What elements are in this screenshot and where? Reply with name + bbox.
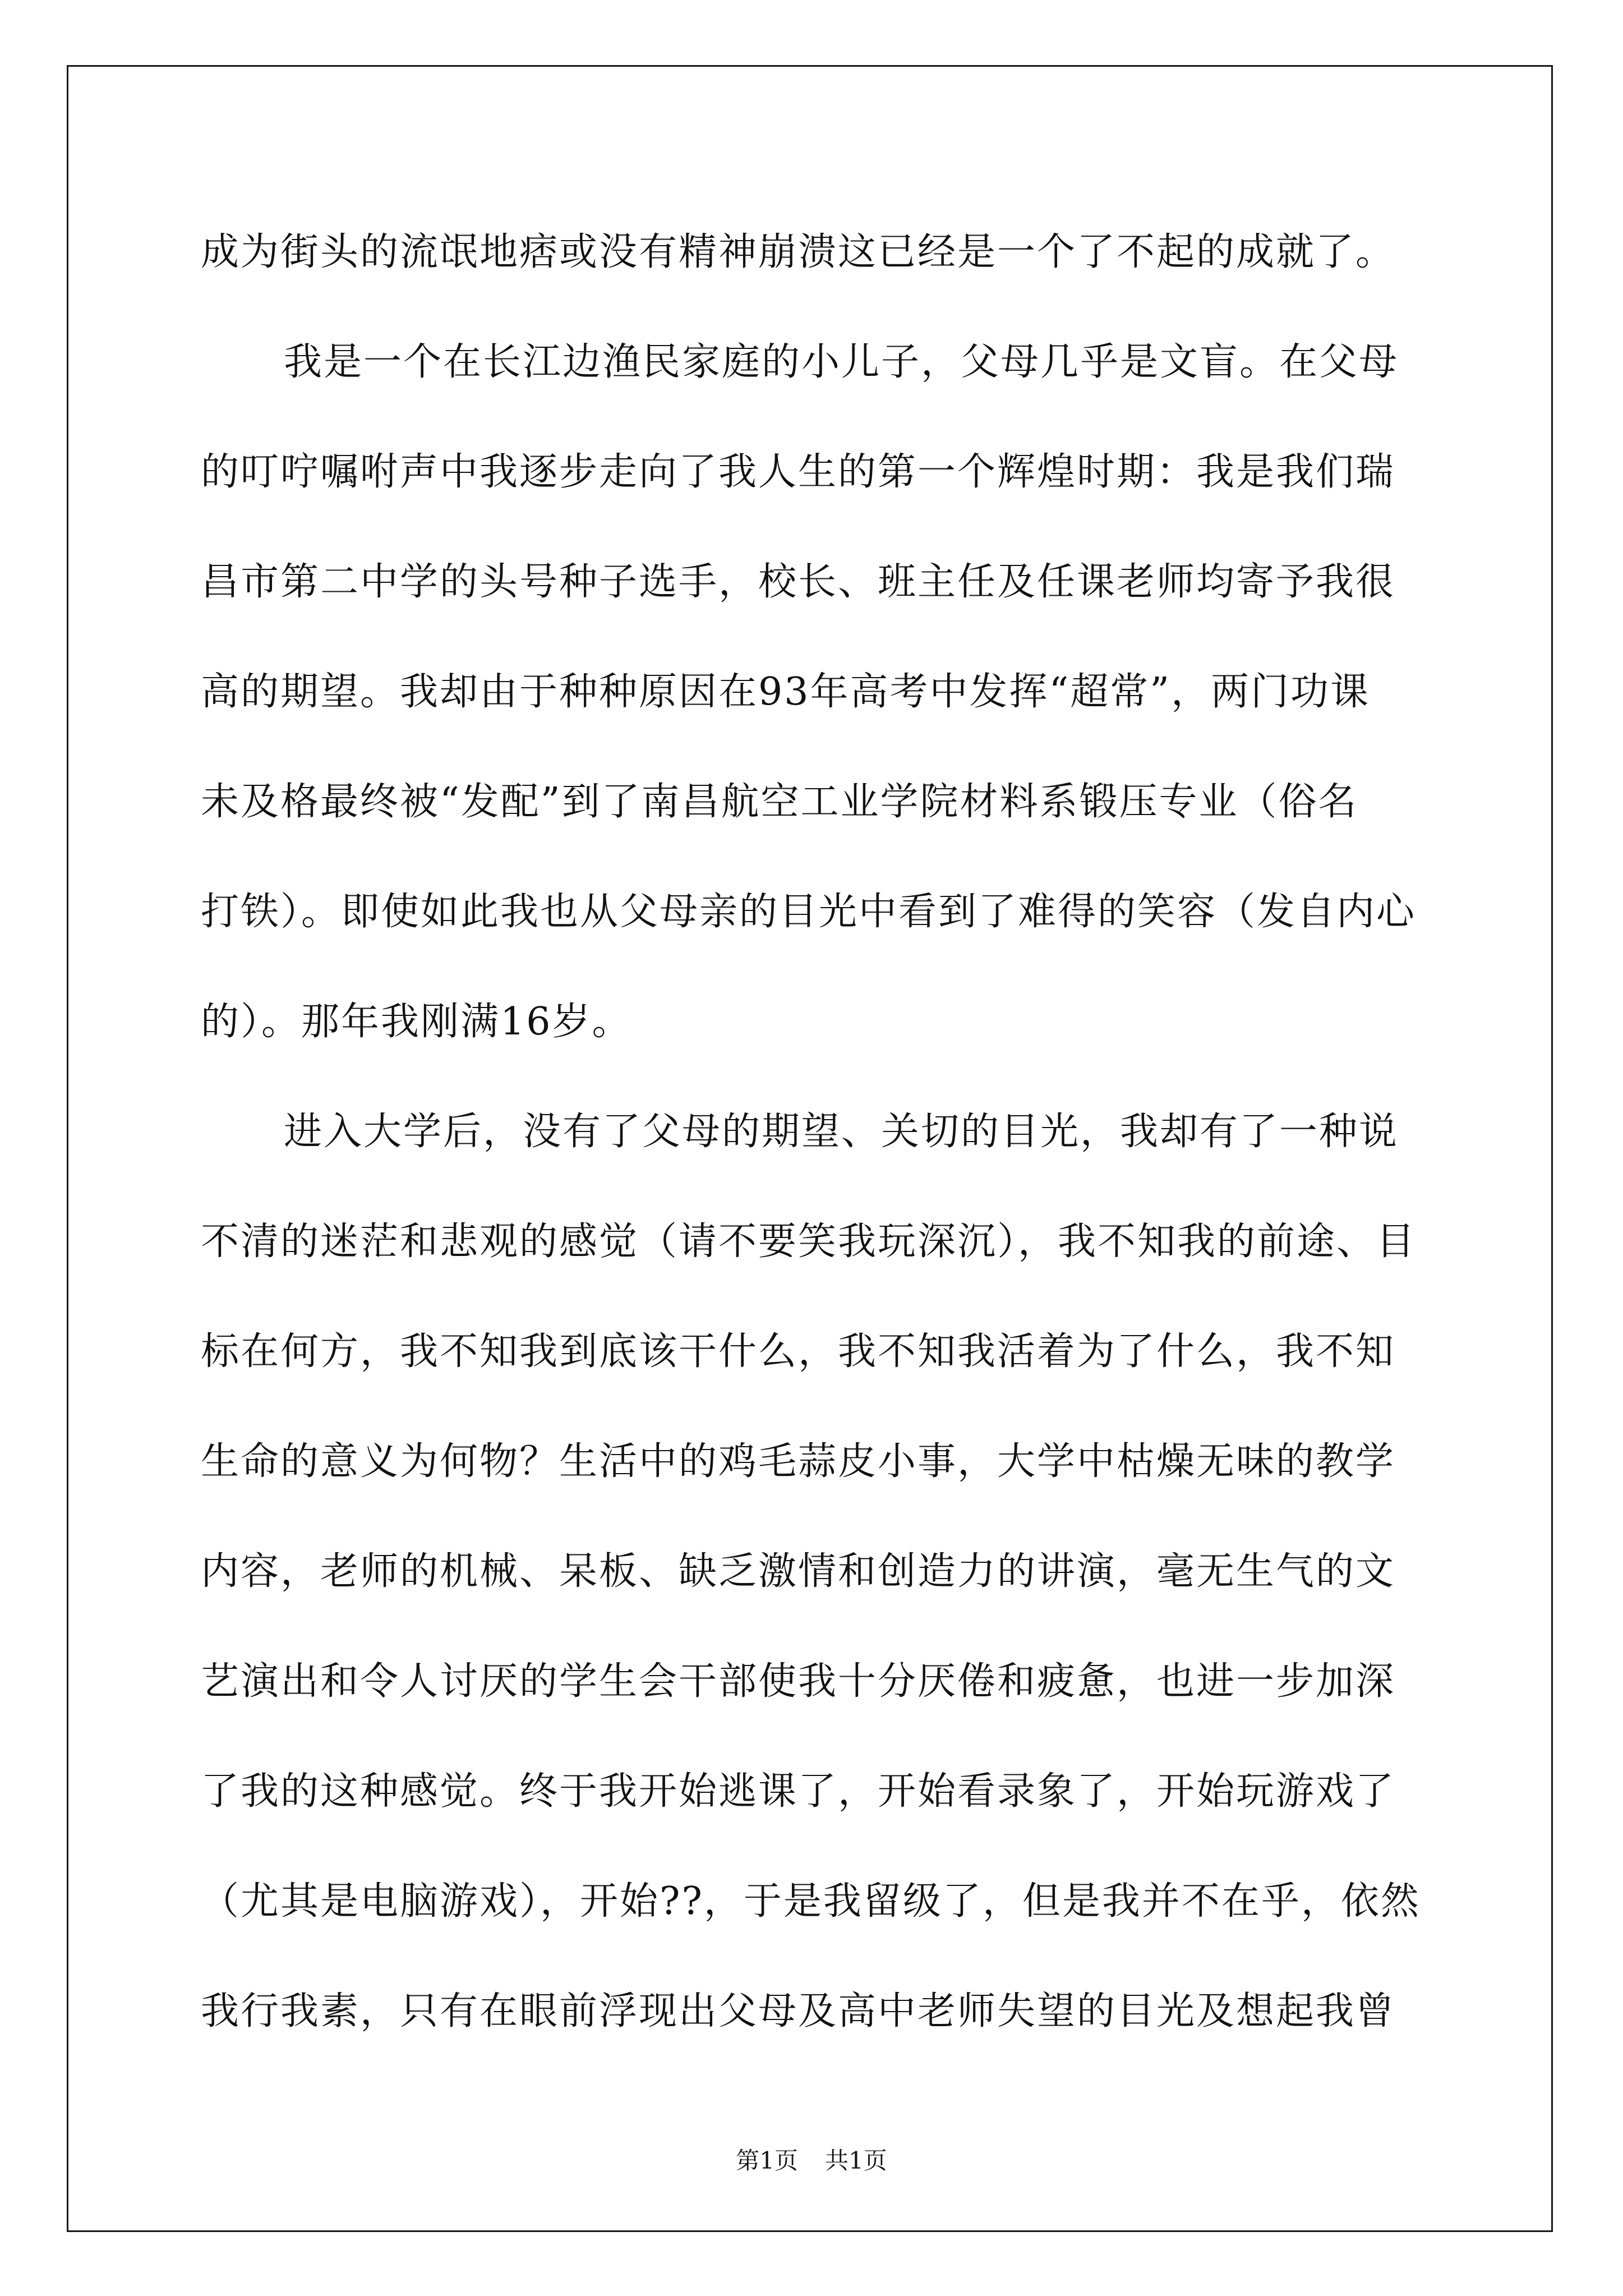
text-line: 昌市第二中学的头号种子选手，校长、班主任及任课老师均寄予我很 bbox=[201, 560, 1396, 604]
text-line: 我是一个在长江边渔民家庭的小儿子，父母几乎是文盲。在父母 bbox=[284, 340, 1399, 384]
page-footer bbox=[0, 2144, 1623, 2178]
text-line: 内容，老师的机械、呆板、缺乏激情和创造力的讲演，毫无生气的文 bbox=[201, 1549, 1396, 1594]
text-line: （尤其是电脑游戏），开始??，于是我留级了，但是我并不在乎，依然 bbox=[201, 1879, 1421, 1924]
text-line: 成为街头的流氓地痞或没有精神崩溃这已经是一个了不起的成就了。 bbox=[201, 230, 1396, 274]
text-line: 的叮咛嘱咐声中我逐步走向了我人生的第一个辉煌时期：我是我们瑞 bbox=[201, 450, 1396, 494]
text-line: 艺演出和令人讨厌的学生会干部使我十分厌倦和疲惫，也进一步加深 bbox=[201, 1659, 1396, 1704]
text-line: 标在何方，我不知我到底该干什么，我不知我活着为了什么，我不知 bbox=[201, 1329, 1396, 1374]
text-line: 不清的迷茫和悲观的感觉（请不要笑我玩深沉），我不知我的前途、目 bbox=[201, 1220, 1417, 1264]
text-line: 高的期望。我却由于种种原因在93年高考中发挥“超常”，两门功课 bbox=[201, 670, 1371, 714]
page-total: 共1页 bbox=[825, 2147, 887, 2174]
document-body bbox=[201, 213, 1435, 2082]
text-line: 的）。那年我刚满16岁。 bbox=[201, 1000, 632, 1044]
text-line: 我行我素，只有在眼前浮现出父母及高中老师失望的目光及想起我曾 bbox=[201, 1989, 1396, 2033]
text-line: 生命的意义为何物？生活中的鸡毛蒜皮小事，大学中枯燥无味的教学 bbox=[201, 1439, 1396, 1484]
text-line: 打铁）。即使如此我也从父母亲的目光中看到了难得的笑容（发自内心 bbox=[201, 890, 1417, 934]
text-line: 未及格最终被“发配”到了南昌航空工业学院材料系锻压专业（俗名 bbox=[201, 780, 1358, 824]
page-number: 第1页 bbox=[736, 2147, 798, 2174]
text-line: 进入大学后，没有了父母的期望、关切的目光，我却有了一种说 bbox=[284, 1110, 1399, 1154]
text-line: 了我的这种感觉。终于我开始逃课了，开始看录象了，开始玩游戏了 bbox=[201, 1769, 1396, 1814]
